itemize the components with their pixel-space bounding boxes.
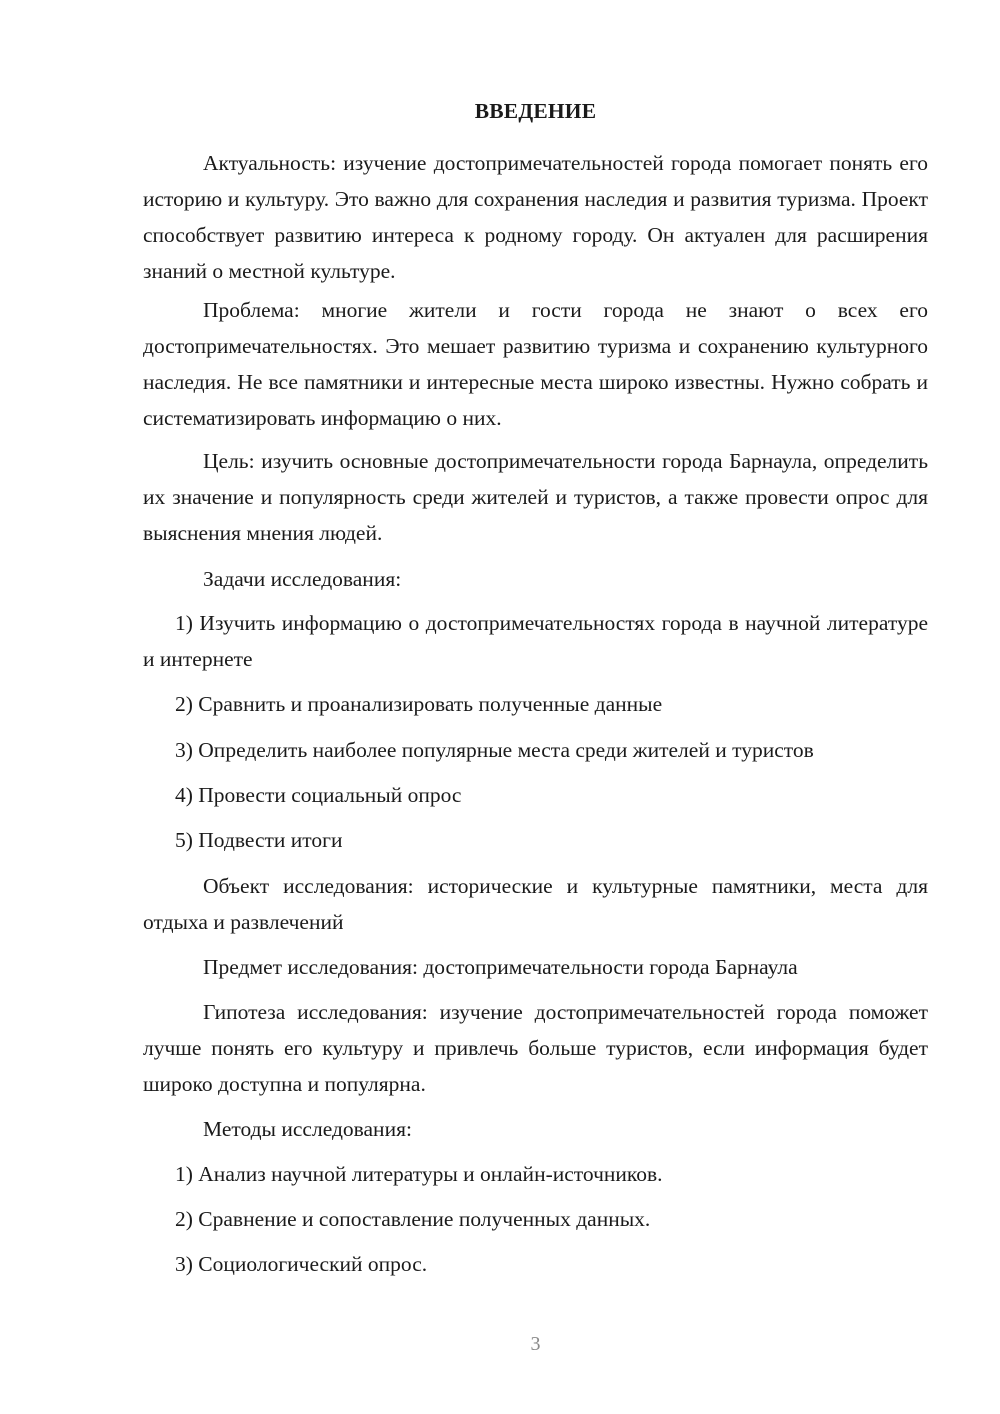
method-item-2: 2) Сравнение и сопоставление полученных данных. [175, 1207, 651, 1231]
task-item-1: 1) Изучить информацию о достопримечательностях города в научной литературе и интернете [143, 611, 928, 671]
section-title: ВВЕДЕНИЕ [474, 99, 597, 123]
problem-paragraph: Проблема: многие жители и гости города не знают о всех его достопримечательностях. Это мешает развитию туризма и сохранению культурного наследия. Не все памятники и интересные места широко известны. Нужно собрать и систематизировать информацию о них. [143, 298, 928, 430]
methods-heading: Методы исследования: [203, 1117, 412, 1141]
goal-paragraph: Цель: изучить основные достопримечательности города Барнаула, определить их значение и популярность среди жителей и туристов, а также провести опрос для выяснения мнения людей. [143, 449, 928, 545]
method-item-1: 1) Анализ научной литературы и онлайн-источников. [175, 1162, 663, 1186]
tasks-heading: Задачи исследования: [203, 567, 402, 591]
document-page [143, 0, 928, 1414]
task-item-2: 2) Сравнить и проанализировать полученные данные [175, 692, 663, 716]
subject-paragraph: Предмет исследования: достопримечательности города Барнаула [203, 955, 798, 979]
method-item-3: 3) Социологический опрос. [175, 1252, 428, 1276]
task-item-5: 5) Подвести итоги [175, 828, 343, 852]
task-item-3: 3) Определить наиболее популярные места среди жителей и туристов [175, 738, 814, 762]
object-paragraph: Объект исследования: исторические и культурные памятники, места для отдыха и развлечений [143, 874, 928, 934]
task-item-4: 4) Провести социальный опрос [175, 783, 462, 807]
page-number: 3 [530, 1333, 541, 1355]
hypothesis-paragraph: Гипотеза исследования: изучение достопримечательностей города поможет лучше понять его культуру и привлечь больше туристов, если информация будет широко доступна и популярна. [143, 1000, 928, 1096]
relevance-paragraph: Актуальность: изучение достопримечательностей города помогает понять его историю и культуру. Это важно для сохранения наследия и развития туризма. Проект способствует развитию интереса к родному городу. Он актуален для расширения знаний о местной культуре. [143, 151, 928, 283]
